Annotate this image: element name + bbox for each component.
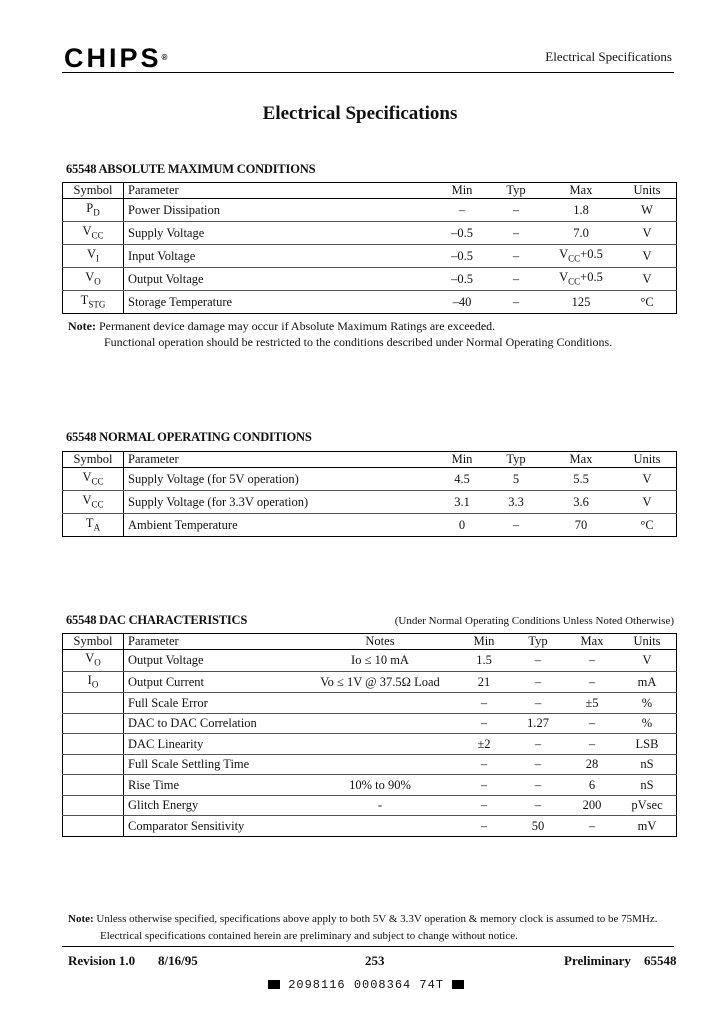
abs-max-note: Note: Permanent device damage may occur if Absolute Maximum Ratings are exceeded. Functional operation should be restricted to the conditions described under Normal Operating Conditions. <box>68 319 613 349</box>
barcode-block-icon <box>452 980 464 989</box>
typ-cell: – <box>510 775 566 796</box>
typ-cell: – <box>488 245 544 268</box>
units-cell: % <box>618 713 677 734</box>
max-cell: – <box>566 650 618 672</box>
col-header: Symbol <box>63 183 124 199</box>
max-cell: – <box>566 816 618 837</box>
footer-page-number: 253 <box>365 953 385 968</box>
symbol-cell: $V_O$ <box>63 650 124 672</box>
symbol-cell <box>63 775 124 796</box>
min-cell: – <box>458 693 510 714</box>
units-cell: nS <box>618 754 677 775</box>
symbol-cell: $P_D$ <box>63 199 124 222</box>
parameter-cell: Output Voltage <box>124 650 303 672</box>
abs-max-title: 65548 ABSOLUTE MAXIMUM CONDITIONS <box>66 162 316 176</box>
min-cell: –40 <box>436 291 488 314</box>
notes-cell: 10% to 90% <box>302 775 458 796</box>
parameter-cell: Input Voltage <box>124 245 437 268</box>
dac-table <box>62 633 677 837</box>
table-row <box>63 713 677 734</box>
units-cell: mA <box>618 671 677 693</box>
max-cell: 28 <box>566 754 618 775</box>
normal-op-table <box>62 451 677 537</box>
col-header: Symbol <box>63 452 124 468</box>
col-header: Notes <box>302 634 458 650</box>
notes-cell: Vo ≤ 1V @ 37.5Ω Load <box>302 671 458 693</box>
parameter-cell: Comparator Sensitivity <box>124 816 303 837</box>
dac-title: 65548 DAC CHARACTERISTICS <box>66 613 248 627</box>
parameter-cell: Output Current <box>124 671 303 693</box>
table-row <box>63 491 677 514</box>
notes-cell: - <box>302 795 458 816</box>
symbol-cell: $V_{CC}$ <box>63 468 124 491</box>
parameter-cell: Glitch Energy <box>124 795 303 816</box>
min-cell: 4.5 <box>436 468 488 491</box>
col-header: Typ <box>488 183 544 199</box>
symbol-cell <box>63 734 124 755</box>
units-cell: V <box>618 650 677 672</box>
notes-cell <box>302 734 458 755</box>
typ-cell: – <box>510 671 566 693</box>
units-cell: V <box>618 268 677 291</box>
table-row <box>63 291 677 314</box>
min-cell: – <box>436 199 488 222</box>
units-cell: °C <box>618 514 677 537</box>
parameter-cell: Output Voltage <box>124 268 437 291</box>
typ-cell: 5 <box>488 468 544 491</box>
max-cell: 7.0 <box>544 222 618 245</box>
min-cell: – <box>458 754 510 775</box>
table-row <box>63 671 677 693</box>
table-row <box>63 222 677 245</box>
min-cell: – <box>458 816 510 837</box>
typ-cell: – <box>488 514 544 537</box>
max-cell: 6 <box>566 775 618 796</box>
units-cell: mV <box>618 816 677 837</box>
typ-cell: – <box>510 693 566 714</box>
symbol-cell: $V_{CC}$ <box>63 222 124 245</box>
units-cell: V <box>618 245 677 268</box>
col-header: Parameter <box>124 183 437 199</box>
table-row <box>63 199 677 222</box>
col-header: Parameter <box>124 452 437 468</box>
units-cell: V <box>618 468 677 491</box>
parameter-cell: Storage Temperature <box>124 291 437 314</box>
symbol-cell <box>63 816 124 837</box>
typ-cell: – <box>510 650 566 672</box>
symbol-cell <box>63 754 124 775</box>
footer-revision: Revision 1.0 <box>68 953 136 968</box>
header-rule <box>62 72 674 73</box>
max-cell: – <box>566 734 618 755</box>
parameter-cell: Full Scale Error <box>124 693 303 714</box>
min-cell: 3.1 <box>436 491 488 514</box>
notes-cell: Io ≤ 10 mA <box>302 650 458 672</box>
min-cell: – <box>458 795 510 816</box>
typ-cell: – <box>510 734 566 755</box>
header-section-title: Electrical Specifications <box>545 49 672 64</box>
col-header: Typ <box>510 634 566 650</box>
bottom-note: Note: Unless otherwise specified, specifications above apply to both 5V & 3.3V operation & memory clock is assumed to be 75MHz. Electrical specifications contained herein are preliminary and subject to change without notice. <box>68 913 658 942</box>
max-cell: $V_{CC}+0.5$ <box>544 245 618 268</box>
chips-logo: CHIPS® <box>64 43 168 73</box>
max-cell: $V_{CC}+0.5$ <box>544 268 618 291</box>
page-title: Electrical Specifications <box>262 103 458 124</box>
col-header: Max <box>566 634 618 650</box>
col-header: Units <box>618 452 677 468</box>
symbol-cell: $V_I$ <box>63 245 124 268</box>
units-cell: V <box>618 222 677 245</box>
barcode-block-icon <box>268 980 280 989</box>
min-cell: – <box>458 775 510 796</box>
typ-cell: 3.3 <box>488 491 544 514</box>
min-cell: –0.5 <box>436 222 488 245</box>
footer-status: Preliminary <box>564 953 631 968</box>
col-header: Parameter <box>124 634 303 650</box>
typ-cell: 1.27 <box>510 713 566 734</box>
min-cell: ±2 <box>458 734 510 755</box>
col-header: Typ <box>488 452 544 468</box>
typ-cell: – <box>488 268 544 291</box>
typ-cell: – <box>488 222 544 245</box>
units-cell: nS <box>618 775 677 796</box>
parameter-cell: Supply Voltage (for 3.3V operation) <box>124 491 437 514</box>
notes-cell <box>302 754 458 775</box>
col-header: Units <box>618 183 677 199</box>
symbol-cell <box>63 713 124 734</box>
table-row <box>63 775 677 796</box>
table-row <box>63 245 677 268</box>
max-cell: 5.5 <box>544 468 618 491</box>
table-row <box>63 514 677 537</box>
symbol-cell <box>63 795 124 816</box>
typ-cell: – <box>510 795 566 816</box>
notes-cell <box>302 693 458 714</box>
col-header: Min <box>436 452 488 468</box>
max-cell: ±5 <box>566 693 618 714</box>
col-header: Max <box>544 452 618 468</box>
typ-cell: – <box>510 754 566 775</box>
symbol-cell: $T_A$ <box>63 514 124 537</box>
min-cell: 21 <box>458 671 510 693</box>
parameter-cell: Ambient Temperature <box>124 514 437 537</box>
table-header-row <box>63 452 677 468</box>
max-cell: 1.8 <box>544 199 618 222</box>
table-row <box>63 734 677 755</box>
col-header: Symbol <box>63 634 124 650</box>
parameter-cell: Power Dissipation <box>124 199 437 222</box>
units-cell: LSB <box>618 734 677 755</box>
table-row <box>63 650 677 672</box>
units-cell: V <box>618 491 677 514</box>
table-row <box>63 693 677 714</box>
max-cell: 200 <box>566 795 618 816</box>
max-cell: 3.6 <box>544 491 618 514</box>
min-cell: –0.5 <box>436 268 488 291</box>
min-cell: – <box>458 713 510 734</box>
col-header: Max <box>544 183 618 199</box>
parameter-cell: Full Scale Settling Time <box>124 754 303 775</box>
units-cell: % <box>618 693 677 714</box>
typ-cell: – <box>488 199 544 222</box>
dac-condition: (Under Normal Operating Conditions Unless Noted Otherwise) <box>394 615 674 627</box>
col-header: Units <box>618 634 677 650</box>
col-header: Min <box>436 183 488 199</box>
notes-cell <box>302 713 458 734</box>
table-row <box>63 816 677 837</box>
col-header: Min <box>458 634 510 650</box>
units-cell: °C <box>618 291 677 314</box>
parameter-cell: Supply Voltage (for 5V operation) <box>124 468 437 491</box>
footer-rule <box>62 946 674 947</box>
table-header-row <box>63 183 677 199</box>
parameter-cell: DAC Linearity <box>124 734 303 755</box>
table-row <box>63 795 677 816</box>
barcode: 2098116 0008364 74T <box>268 978 464 992</box>
table-row <box>63 268 677 291</box>
symbol-cell: $V_{CC}$ <box>63 491 124 514</box>
typ-cell: 50 <box>510 816 566 837</box>
symbol-cell <box>63 693 124 714</box>
parameter-cell: Rise Time <box>124 775 303 796</box>
units-cell: W <box>618 199 677 222</box>
max-cell: 125 <box>544 291 618 314</box>
footer-part: 65548 <box>644 953 677 968</box>
normal-op-title: 65548 NORMAL OPERATING CONDITIONS <box>66 430 312 444</box>
table-row <box>63 754 677 775</box>
min-cell: 0 <box>436 514 488 537</box>
min-cell: –0.5 <box>436 245 488 268</box>
footer-date: 8/16/95 <box>158 953 198 968</box>
table-row <box>63 468 677 491</box>
symbol-cell: $I_O$ <box>63 671 124 693</box>
abs-max-table <box>62 182 677 314</box>
parameter-cell: Supply Voltage <box>124 222 437 245</box>
symbol-cell: $V_O$ <box>63 268 124 291</box>
notes-cell <box>302 816 458 837</box>
typ-cell: – <box>488 291 544 314</box>
table-header-row <box>63 634 677 650</box>
min-cell: 1.5 <box>458 650 510 672</box>
symbol-cell: $T_{STG}$ <box>63 291 124 314</box>
units-cell: pVsec <box>618 795 677 816</box>
max-cell: – <box>566 671 618 693</box>
max-cell: – <box>566 713 618 734</box>
max-cell: 70 <box>544 514 618 537</box>
parameter-cell: DAC to DAC Correlation <box>124 713 303 734</box>
